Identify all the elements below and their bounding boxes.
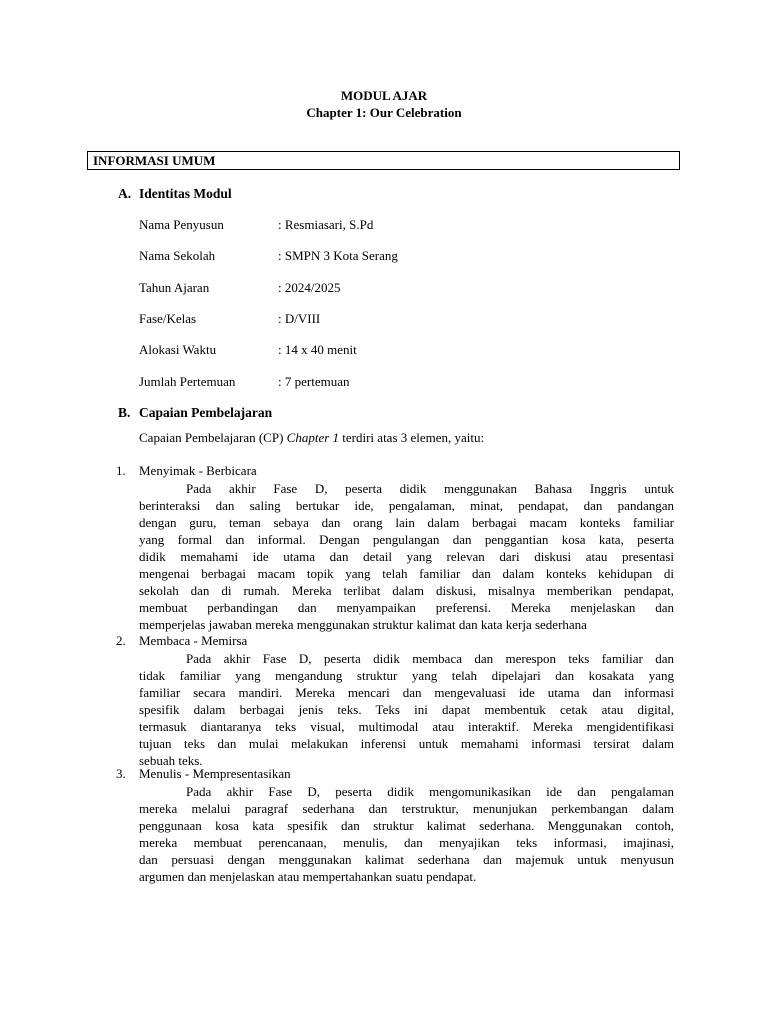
paragraph-line: sekolah dan di rumah. Mereka terlibat dalam diskusi, misalnya memberikan pendapat, xyxy=(139,583,674,598)
section-a-title: Identitas Modul xyxy=(139,186,232,201)
element-title: Menyimak - Berbicara xyxy=(139,463,257,478)
identity-value: : SMPN 3 Kota Serang xyxy=(278,248,398,263)
section-b-letter: B. xyxy=(118,405,131,420)
identity-label: Jumlah Pertemuan xyxy=(139,374,236,389)
intro-italic: Chapter 1 xyxy=(286,430,340,445)
identity-label: Nama Penyusun xyxy=(139,217,224,232)
paragraph-line: spesifik dalam berbagai jenis teks. Teks ini dapat membentuk cetak atau digital, xyxy=(139,702,674,717)
intro-text: Capaian Pembelajaran (CP) xyxy=(139,430,287,445)
element-title: Membaca - Memirsa xyxy=(139,633,248,648)
section-b-intro xyxy=(139,430,484,446)
paragraph-line: Pada akhir Fase D, peserta didik menggunakan Bahasa Inggris untuk xyxy=(186,481,674,496)
paragraph-line: penggunaan kosa kata spesifik dan struktur kalimat sederhana. Menggunakan contoh, xyxy=(139,818,674,833)
document-title: MODUL AJAR xyxy=(340,88,428,103)
element-number: 2. xyxy=(116,633,126,648)
paragraph-line: familiar secara mandiri. Mereka mencari dan mengevaluasi ide utama dan informasi xyxy=(139,685,674,700)
element-number: 3. xyxy=(116,766,126,781)
paragraph-line: dan persuasi dengan menggunakan kalimat sederhana dan majemuk untuk menyusun xyxy=(139,852,674,867)
element-paragraph xyxy=(139,480,674,633)
element-title: Menulis - Mempresentasikan xyxy=(139,766,291,781)
intro-text-end: terdiri atas 3 elemen, yaitu: xyxy=(339,430,485,445)
identity-label: Alokasi Waktu xyxy=(139,342,217,357)
section-b-title: Capaian Pembelajaran xyxy=(139,405,273,420)
paragraph-line: didik memahami ide utama dan detail yang relevan dari diskusi atau presentasi xyxy=(139,549,674,564)
paragraph-line: mereka melalui paragraf sederhana dan terstruktur, menunjukan perkembangan dalam xyxy=(139,801,674,816)
paragraph-line: yang formal dan informal. Dengan pengulangan dan penggantian kosa kata, peserta xyxy=(139,532,674,547)
paragraph-line: dengan guru, teman sebaya dan orang lain dalam berbagai macam konteks familiar xyxy=(139,515,674,530)
identity-label: Nama Sekolah xyxy=(139,248,216,263)
identity-label: Tahun Ajaran xyxy=(139,280,210,295)
paragraph-line: berinteraksi dan saling bertukar ide, pengalaman, minat, pendapat, dan pandangan xyxy=(139,498,674,513)
paragraph-line: mereka membuat perencanaan, menulis, dan menyajikan teks informasi, imajinasi, xyxy=(139,835,674,850)
paragraph-line: memperjelas jawaban mereka menggunakan struktur kalimat dan kata kerja sederhana xyxy=(139,617,587,632)
paragraph-line: sebuah teks. xyxy=(139,753,203,768)
paragraph-line: argumen dan menjelaskan atau mempertahankan suatu pendapat. xyxy=(139,869,477,884)
element-paragraph xyxy=(139,783,674,885)
element-number: 1. xyxy=(116,463,126,478)
paragraph-line: Pada akhir Fase D, peserta didik membaca dan merespon teks familiar dan xyxy=(186,651,674,666)
paragraph-line: mengenai berbagai macam topik yang telah familiar dan dalam konteks kehidupan di xyxy=(139,566,674,581)
info-section-box: INFORMASI UMUM xyxy=(87,151,680,170)
identity-value: : 2024/2025 xyxy=(278,280,341,295)
identity-value: : 14 x 40 menit xyxy=(278,342,357,357)
paragraph-line: Pada akhir Fase D, peserta didik mengomunikasikan ide dan pengalaman xyxy=(186,784,674,799)
identity-label: Fase/Kelas xyxy=(139,311,197,326)
section-a-letter: A. xyxy=(118,186,132,201)
identity-value: : 7 pertemuan xyxy=(278,374,350,389)
paragraph-line: termasuk diantaranya teks visual, multimodal atau interaktif. Mereka mengidentifikasi xyxy=(139,719,674,734)
paragraph-line: membuat perbandingan dan menyampaikan preferensi. Mereka menjelaskan dan xyxy=(139,600,674,615)
paragraph-line: tidak familiar yang mengandung struktur yang telah dipelajari dan kosakata yang xyxy=(139,668,674,683)
paragraph-line: tujuan teks dan mulai melakukan inferensi untuk memahami informasi tersirat dalam xyxy=(139,736,674,751)
element-paragraph xyxy=(139,650,674,769)
identity-value: : Resmiasari, S.Pd xyxy=(278,217,374,232)
document-subtitle: Chapter 1: Our Celebration xyxy=(306,105,462,120)
identity-value: : D/VIII xyxy=(278,311,321,326)
